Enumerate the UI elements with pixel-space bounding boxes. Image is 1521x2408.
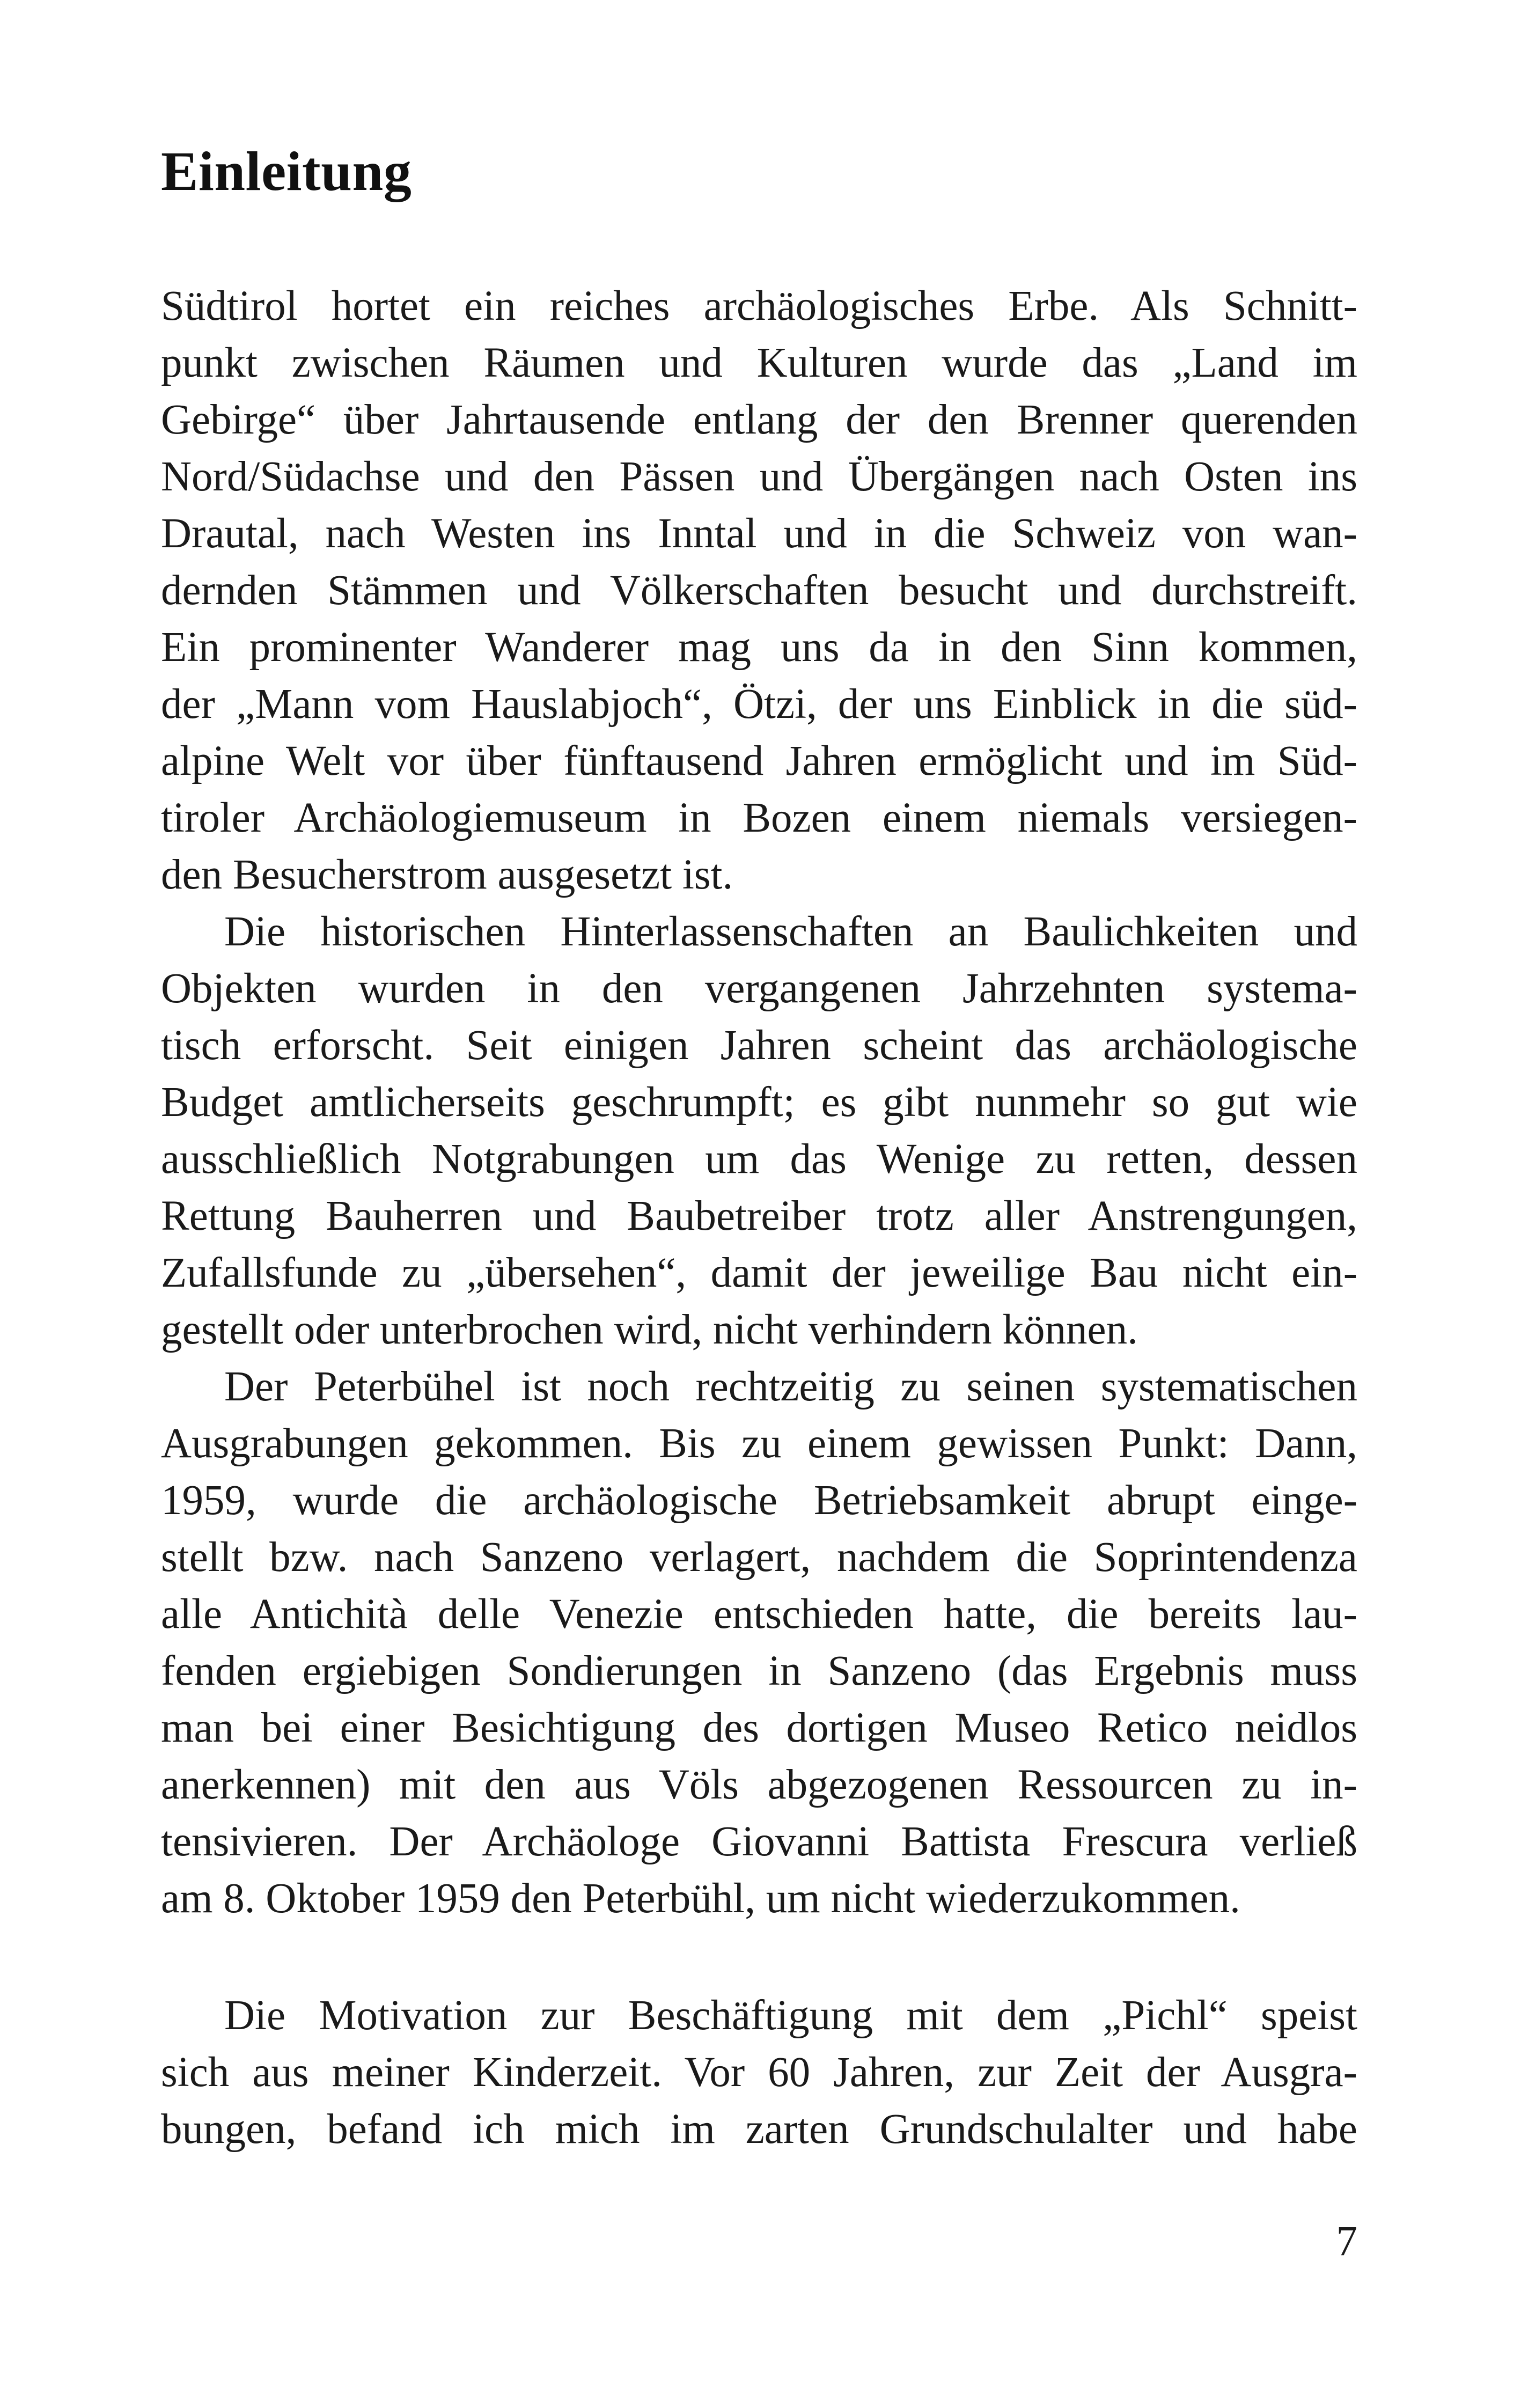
text-line: Gebirge“ über Jahrtausende entlang der den Brenner querenden — [161, 397, 1357, 443]
text-line: Budget amtlicherseits geschrumpft; es gibt nunmehr so gut wie — [161, 1079, 1357, 1126]
text-line: sich aus meiner Kinderzeit. Vor 60 Jahren, zur Zeit der Ausgra- — [161, 2049, 1357, 2096]
chapter-heading: Einleitung — [161, 141, 412, 202]
text-line: tiroler Archäologiemuseum in Bozen einem niemals versiegen- — [161, 795, 1357, 841]
text-line: der „Mann vom Hauslabjoch“, Ötzi, der uns Einblick in die süd- — [161, 681, 1357, 728]
paragraph-2 — [161, 904, 1357, 1359]
text-line: stellt bzw. nach Sanzeno verlagert, nachdem die Soprintendenza — [161, 1534, 1357, 1581]
text-line: Südtirol hortet ein reiches archäologisches Erbe. Als Schnitt- — [161, 283, 1357, 329]
text-line: Drautal, nach Westen ins Inntal und in die Schweiz von wan- — [161, 510, 1357, 557]
text-line: den Besucherstrom ausgesetzt ist. — [161, 851, 733, 898]
text-line: dernden Stämmen und Völkerschaften besucht und durchstreift. — [161, 567, 1357, 614]
text-line: gestellt oder unterbrochen wird, nicht verhindern können. — [161, 1306, 1138, 1353]
text-line: Ein prominenter Wanderer mag uns da in den Sinn kommen, — [161, 624, 1357, 671]
text-line: anerkennen) mit den aus Völs abgezogenen Ressourcen zu in- — [161, 1761, 1357, 1808]
paragraph-3 — [161, 1359, 1357, 1927]
text-line: am 8. Oktober 1959 den Peterbühl, um nicht wiederzukommen. — [161, 1875, 1240, 1922]
paragraph-1 — [161, 278, 1357, 904]
text-line: alpine Welt vor über fünftausend Jahren ermöglicht und im Süd- — [161, 738, 1357, 784]
text-line: bungen, befand ich mich im zarten Grundschulalter und habe — [161, 2106, 1357, 2153]
body-text — [161, 278, 1357, 2158]
text-line: Die historischen Hinterlassenschaften an Baulichkeiten und — [224, 908, 1357, 955]
text-line: Rettung Bauherren und Baubetreiber trotz aller Anstrengungen, — [161, 1193, 1357, 1239]
text-line: Der Peterbühel ist noch rechtzeitig zu seinen systematischen — [224, 1363, 1357, 1410]
paragraph-4 — [161, 1987, 1357, 2158]
text-line: Objekten wurden in den vergangenen Jahrzehnten systema- — [161, 965, 1357, 1012]
text-line: fenden ergiebigen Sondierungen in Sanzeno (das Ergebnis muss — [161, 1648, 1357, 1694]
text-line: ausschließlich Notgrabungen um das Wenige zu retten, dessen — [161, 1136, 1357, 1183]
text-line: punkt zwischen Räumen und Kulturen wurde das „Land im — [161, 340, 1357, 386]
text-line: man bei einer Besichtigung des dortigen Museo Retico neidlos — [161, 1705, 1357, 1751]
text-line: alle Antichità delle Venezie entschieden hatte, die bereits lau- — [161, 1591, 1357, 1638]
text-line: tensivieren. Der Archäologe Giovanni Battista Frescura verließ — [161, 1818, 1357, 1865]
text-line: Zufallsfunde zu „übersehen“, damit der jeweilige Bau nicht ein- — [161, 1250, 1357, 1296]
text-line: Die Motivation zur Beschäftigung mit dem „Pichl“ speist — [224, 1992, 1357, 2039]
text-line: Ausgrabungen gekommen. Bis zu einem gewissen Punkt: Dann, — [161, 1420, 1357, 1467]
paragraph-gap — [161, 1927, 1357, 1987]
page-number: 7 — [1336, 2218, 1357, 2265]
text-line: 1959, wurde die archäologische Betriebsamkeit abrupt einge- — [161, 1477, 1357, 1524]
text-line: tisch erforscht. Seit einigen Jahren scheint das archäologische — [161, 1022, 1357, 1069]
text-line: Nord/Südachse und den Pässen und Übergängen nach Osten ins — [161, 453, 1357, 500]
